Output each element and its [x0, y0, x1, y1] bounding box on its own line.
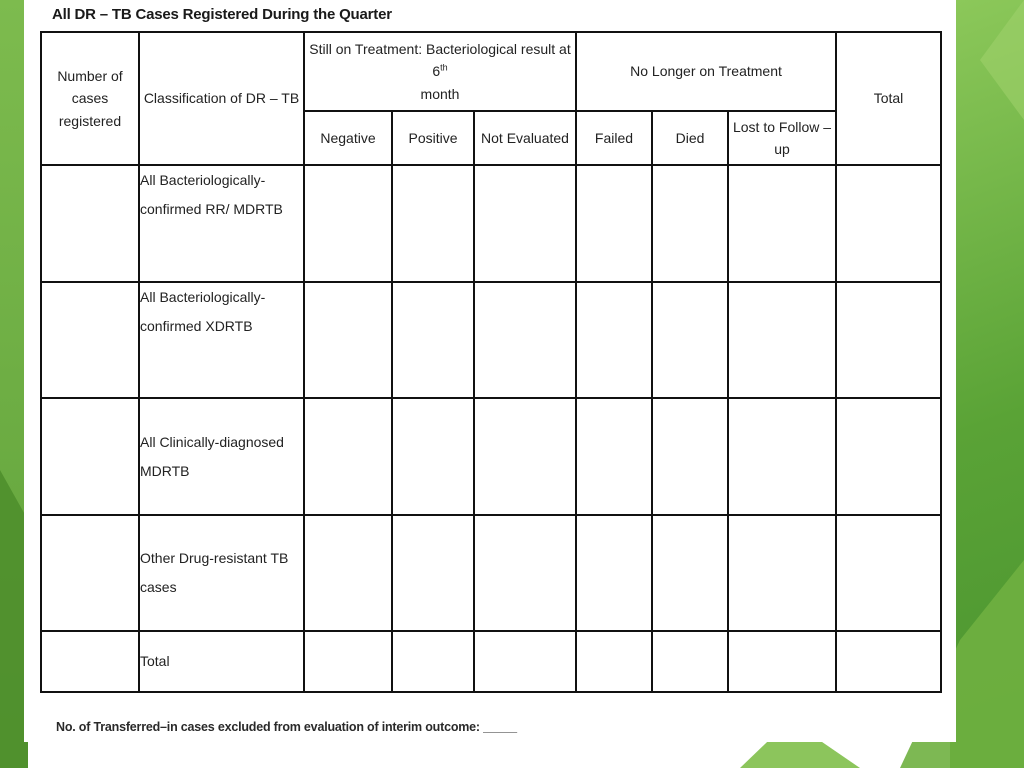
- table-cell: [652, 282, 728, 398]
- header-still-on-treatment: [304, 32, 576, 111]
- table-cell: [652, 515, 728, 631]
- table-cell: [836, 165, 941, 282]
- header-not-evaluated: Not Evaluated: [474, 111, 576, 165]
- header-failed: Failed: [576, 111, 652, 165]
- row-classification: Other Drug-resistant TB cases: [139, 515, 304, 631]
- header-number-registered: Number of cases registered: [41, 32, 139, 165]
- table-cell: [576, 398, 652, 515]
- still-on-treatment-sup: th: [440, 62, 448, 73]
- table-cell: [474, 515, 576, 631]
- dr-tb-cases-table: [40, 31, 942, 693]
- table-cell: [836, 515, 941, 631]
- header-total: Total: [836, 32, 941, 165]
- table-cell: [304, 282, 392, 398]
- table-cell: [392, 631, 474, 692]
- table-cell: [392, 165, 474, 282]
- table-cell: [652, 398, 728, 515]
- header-positive: Positive: [392, 111, 474, 165]
- still-on-treatment-suffix: month: [420, 85, 460, 102]
- header-died: Died: [652, 111, 728, 165]
- header-no-longer-on-treatment: No Longer on Treatment: [576, 32, 836, 111]
- table-cell: [304, 631, 392, 692]
- table-cell: [304, 398, 392, 515]
- table-cell: [728, 165, 836, 282]
- row-classification: All Clinically-diagnosed MDRTB: [139, 398, 304, 515]
- table-row: [41, 165, 941, 282]
- table-row: [41, 398, 941, 515]
- header-lost-to-follow-up: Lost to Follow – up: [728, 111, 836, 165]
- row-classification: All Bacteriologically-confirmed RR/ MDRTB: [139, 165, 304, 282]
- header-negative: Negative: [304, 111, 392, 165]
- table-cell: [474, 165, 576, 282]
- table-cell: [728, 631, 836, 692]
- table-cell: [474, 282, 576, 398]
- table-cell: [474, 398, 576, 515]
- table-row: [41, 515, 941, 631]
- table-cell: [304, 165, 392, 282]
- table-cell: [576, 631, 652, 692]
- table-cell: [576, 515, 652, 631]
- table-cell: [728, 398, 836, 515]
- table-cell: [728, 282, 836, 398]
- table-cell: [41, 282, 139, 398]
- table-cell: [304, 515, 392, 631]
- table-cell: [392, 282, 474, 398]
- table-cell: [41, 631, 139, 692]
- row-classification: All Bacteriologically-confirmed XDRTB: [139, 282, 304, 398]
- row-classification: Total: [139, 631, 304, 692]
- header-classification: Classification of DR – TB: [139, 32, 304, 165]
- table-cell: [392, 398, 474, 515]
- page-title: All DR – TB Cases Registered During the Quarter: [52, 6, 392, 23]
- table-cell: [836, 631, 941, 692]
- table-cell: [392, 515, 474, 631]
- table-cell: [576, 282, 652, 398]
- table-cell: [576, 165, 652, 282]
- transferred-in-note: No. of Transferred–in cases excluded from evaluation of interim outcome: _____: [56, 720, 517, 734]
- table-cell: [652, 165, 728, 282]
- table-cell: [652, 631, 728, 692]
- table-row: [41, 631, 941, 692]
- right-green-panel: [950, 0, 1024, 768]
- table-row: [41, 282, 941, 398]
- table-cell: [41, 165, 139, 282]
- table-cell: [836, 398, 941, 515]
- table-cell: [728, 515, 836, 631]
- table-cell: [474, 631, 576, 692]
- table-cell: [836, 282, 941, 398]
- table-cell: [41, 398, 139, 515]
- still-on-treatment-label: Still on Treatment: Bacteriological result at 6: [309, 40, 571, 80]
- table-cell: [41, 515, 139, 631]
